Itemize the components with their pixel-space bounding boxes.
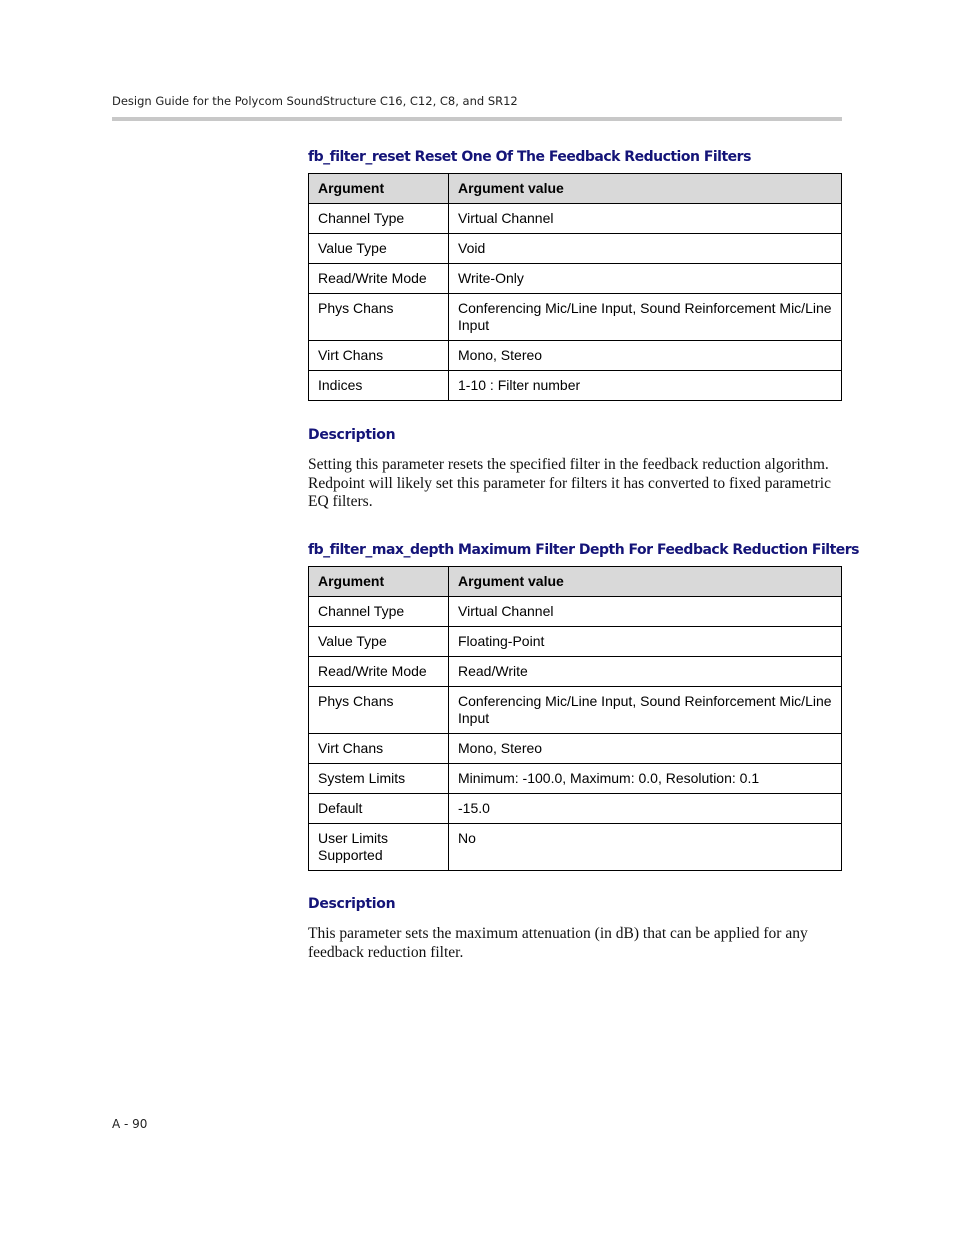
value-cell: Floating-Point (449, 627, 842, 657)
column-header: Argument value (449, 567, 842, 597)
value-cell: Read/Write (449, 657, 842, 687)
parameter-table-fb-filter-reset (308, 173, 842, 401)
table-header-row (309, 567, 842, 597)
argument-cell: Channel Type (309, 597, 449, 627)
argument-cell: Phys Chans (309, 294, 449, 341)
argument-cell: Phys Chans (309, 687, 449, 734)
column-header: Argument (309, 567, 449, 597)
value-cell: Mono, Stereo (449, 734, 842, 764)
value-cell: Mono, Stereo (449, 341, 842, 371)
section-title-fb-filter-reset: fb_filter_reset Reset One Of The Feedback Reduction Filters (308, 149, 751, 165)
section-title-fb-filter-max-depth: fb_filter_max_depth Maximum Filter Depth For Feedback Reduction Filters (308, 542, 860, 558)
table-row (309, 824, 842, 871)
argument-cell: Virt Chans (309, 734, 449, 764)
value-cell: Conferencing Mic/Line Input, Sound Reinforcement Mic/Line Input (449, 687, 842, 734)
table-row (309, 657, 842, 687)
parameter-table-fb-filter-max-depth (308, 566, 842, 871)
table-row (309, 687, 842, 734)
value-cell: Write-Only (449, 264, 842, 294)
table-row (309, 734, 842, 764)
description-heading: Description (308, 427, 396, 443)
header-rule (112, 117, 842, 121)
argument-cell: Channel Type (309, 204, 449, 234)
table-row (309, 371, 842, 401)
description-text: Setting this parameter resets the specified filter in the feedback reduction algorithm. Redpoint will likely set this parameter for filters it has converted to fixed parametric EQ filters. (308, 456, 831, 510)
value-cell: -15.0 (449, 794, 842, 824)
table-row (309, 627, 842, 657)
table-row (309, 264, 842, 294)
table-row (309, 341, 842, 371)
argument-cell: Indices (309, 371, 449, 401)
argument-cell: Default (309, 794, 449, 824)
value-cell: Conferencing Mic/Line Input, Sound Reinforcement Mic/Line Input (449, 294, 842, 341)
table-row (309, 234, 842, 264)
column-header: Argument value (449, 174, 842, 204)
value-cell: Virtual Channel (449, 204, 842, 234)
description-heading: Description (308, 896, 396, 912)
argument-cell: Value Type (309, 234, 449, 264)
value-cell: Void (449, 234, 842, 264)
running-header: Design Guide for the Polycom SoundStructure C16, C12, C8, and SR12 (112, 94, 518, 108)
table-header-row (309, 174, 842, 204)
column-header: Argument (309, 174, 449, 204)
table-row (309, 294, 842, 341)
table-row (309, 764, 842, 794)
value-cell: Virtual Channel (449, 597, 842, 627)
value-cell: No (449, 824, 842, 871)
argument-cell: Value Type (309, 627, 449, 657)
table-row (309, 204, 842, 234)
argument-cell: Read/Write Mode (309, 657, 449, 687)
argument-cell: User Limits Supported (309, 824, 449, 871)
page-number: A - 90 (112, 1117, 148, 1131)
table-row (309, 794, 842, 824)
table-row (309, 597, 842, 627)
argument-cell: Virt Chans (309, 341, 449, 371)
value-cell: 1-10 : Filter number (449, 371, 842, 401)
argument-cell: Read/Write Mode (309, 264, 449, 294)
description-text: This parameter sets the maximum attenuation (in dB) that can be applied for any feedback reduction filter. (308, 925, 808, 961)
value-cell: Minimum: -100.0, Maximum: 0.0, Resolution: 0.1 (449, 764, 842, 794)
argument-cell: System Limits (309, 764, 449, 794)
